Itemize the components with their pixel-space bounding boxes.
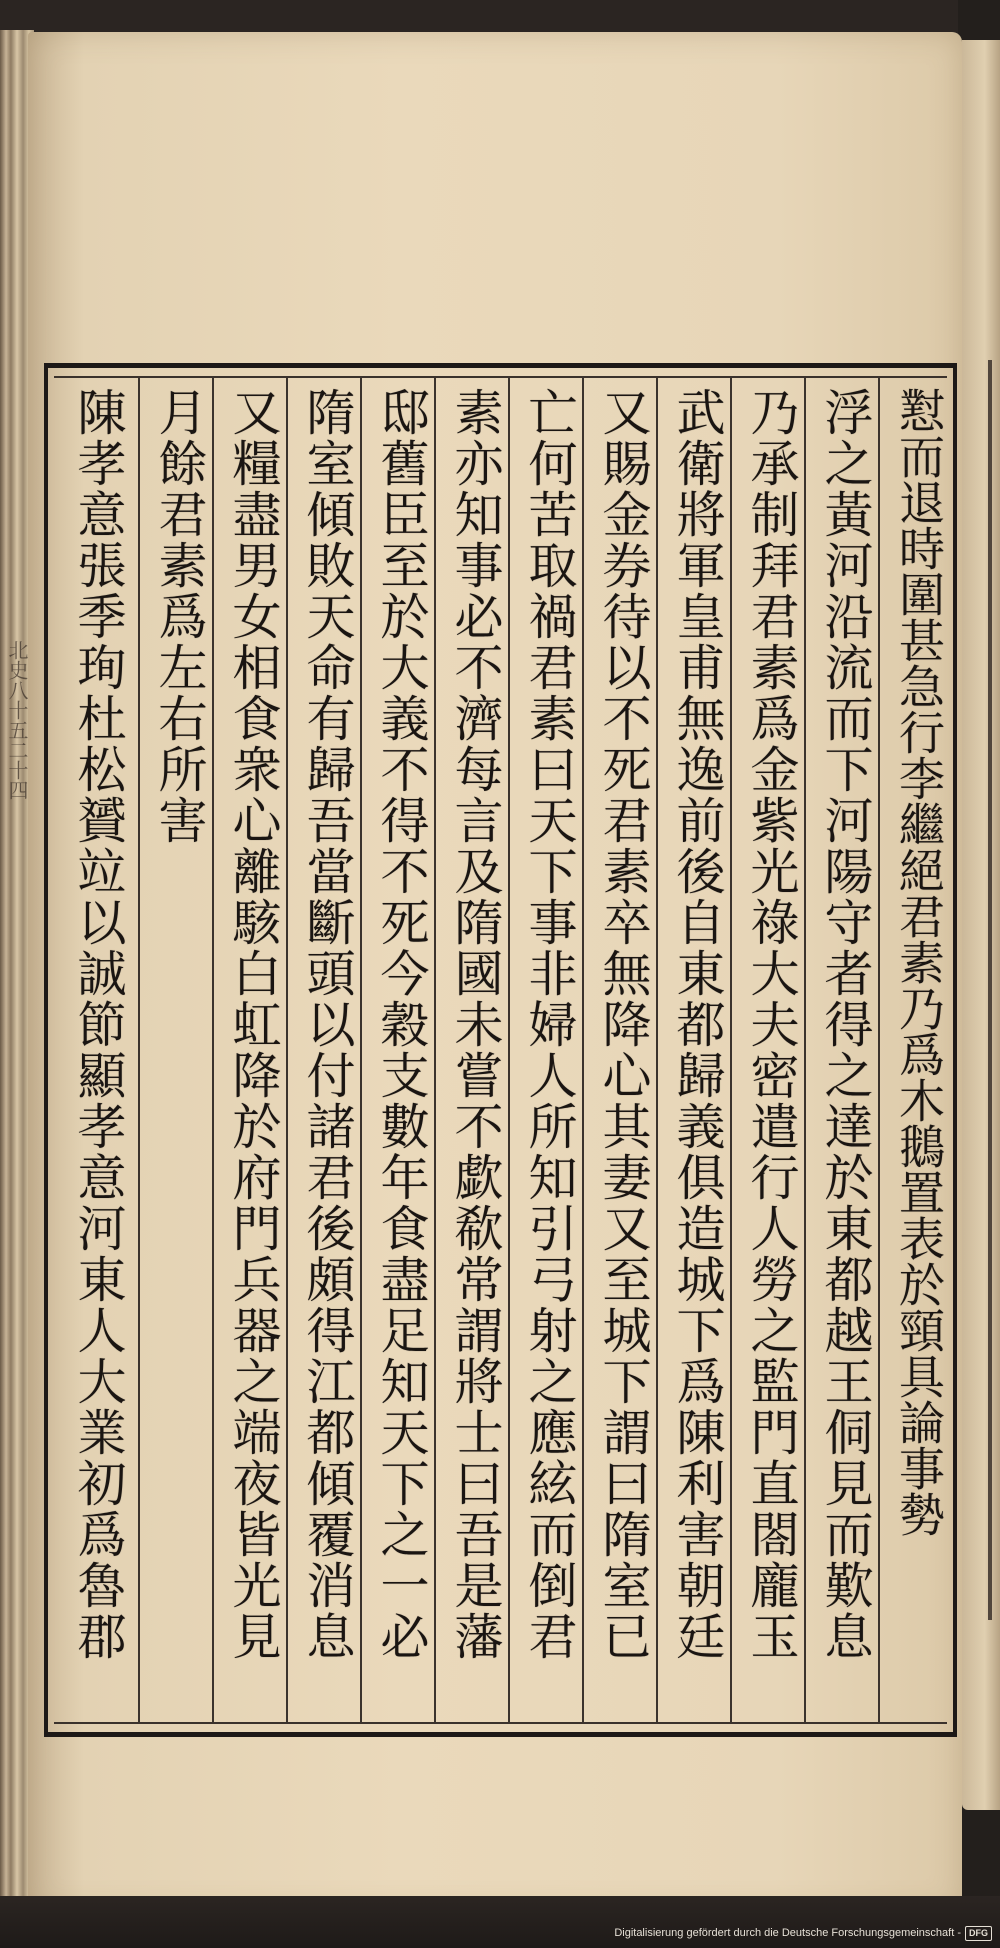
frame-inner-top	[54, 376, 947, 378]
column-rule	[582, 376, 584, 1722]
text-column: 素亦知事必不濟每言及隋國未嘗不歔欷常謂將士曰吾是藩	[447, 387, 504, 1662]
fold-margin-page: 二十四	[5, 740, 29, 800]
dfg-logo: DFG	[965, 1926, 992, 1941]
text-column: 乃承制拜君素爲金紫光祿大夫密遣行人勞之監門直閤龐玉	[743, 387, 800, 1662]
next-page-rule	[988, 360, 992, 1620]
text-column: 武衛將軍皇甫無逸前後自東都歸義俱造城下爲陳利害朝廷	[669, 387, 726, 1662]
column-rule	[434, 376, 436, 1722]
frame-border-bottom	[44, 1732, 957, 1737]
text-column: 又糧盡男女相食衆心離駭白虹降於府門兵器之端夜皆光見	[225, 387, 282, 1662]
text-frame	[44, 363, 957, 1737]
fold-margin-title: 北史八十五	[5, 640, 29, 740]
frame-border-left	[44, 363, 48, 1737]
text-column: 隋室傾敗天命有歸吾當斷頭以付諸君後頗得江都傾覆消息	[299, 387, 356, 1662]
frame-border-top	[44, 363, 957, 368]
digitization-credit	[614, 1924, 992, 1942]
column-rule	[730, 376, 732, 1722]
text-column: 陳孝意張季珣杜松贇竝以誠節顯孝意河東人大業初爲魯郡	[70, 387, 127, 1662]
text-column: 又賜金券待以不死君素卒無降心其妻又至城下謂曰隋室已	[595, 387, 652, 1662]
column-rule	[656, 376, 658, 1722]
text-column: 邸舊臣至於大義不得不死今穀支數年食盡足知天下之一必	[373, 387, 430, 1662]
column-rule	[878, 376, 880, 1722]
column-rule	[212, 376, 214, 1722]
next-page-edge	[962, 40, 1000, 1810]
frame-inner-bottom	[54, 1722, 947, 1724]
fold-margin	[2, 640, 32, 1760]
text-column: 懟而退時圍甚急行李繼絕君素乃爲木鵝置表於頸具論事勢	[892, 387, 946, 1537]
credit-text: Digitalisierung gefördert durch die Deutsche Forschungsgemeinschaft -	[614, 1927, 961, 1939]
text-column: 亡何苦取禍君素曰天下事非婦人所知引弓射之應絃而倒君	[521, 387, 578, 1662]
column-rule	[804, 376, 806, 1722]
column-rule	[138, 376, 140, 1722]
column-rule	[360, 376, 362, 1722]
text-column: 浮之黃河沿流而下河陽守者得之達於東都越王侗見而歎息	[817, 387, 874, 1662]
column-rule	[508, 376, 510, 1722]
frame-border-right	[953, 363, 957, 1737]
column-rule	[286, 376, 288, 1722]
text-column: 月餘君素爲左右所害	[151, 387, 208, 846]
